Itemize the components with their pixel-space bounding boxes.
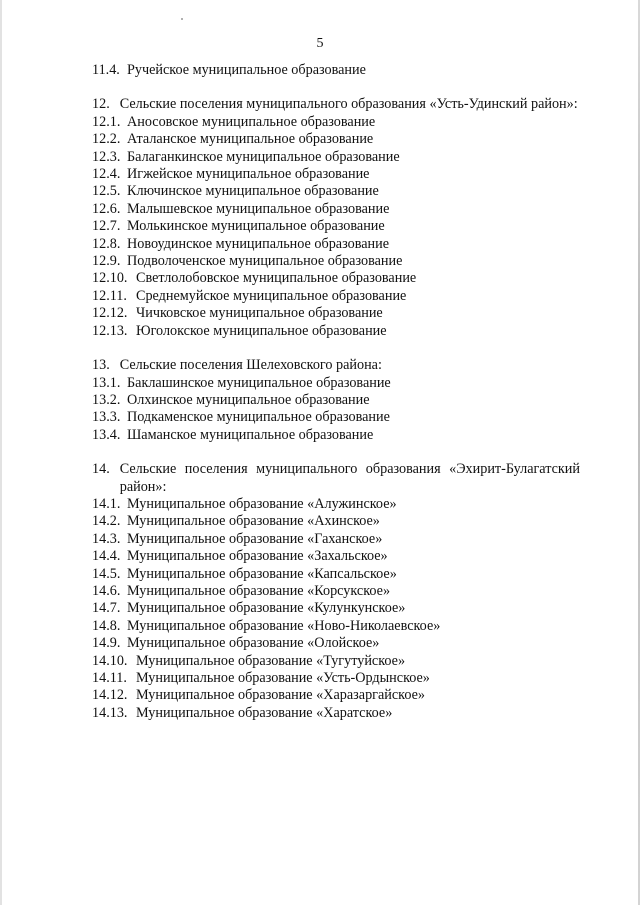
- list-item: [92, 270, 580, 287]
- section-heading: [92, 96, 580, 113]
- item-number: 12.11.: [92, 287, 127, 304]
- section-14: [92, 461, 580, 722]
- list-item: [92, 131, 580, 148]
- section-list: [92, 496, 580, 722]
- item-text: Муниципальное образование «Гаханское»: [127, 530, 383, 547]
- item-text: Муниципальное образование «Усть-Ордынское»: [136, 670, 430, 686]
- item-number: 14.10.: [92, 652, 128, 669]
- list-item: [92, 687, 580, 704]
- item-text: Баклашинское муниципальное образование: [127, 374, 391, 391]
- section-13: [92, 357, 580, 444]
- section-title: Сельские поселения муниципального образования «Эхирит-Булагатский район»:: [119, 461, 580, 495]
- item-text: Аталанское муниципальное образование: [127, 131, 374, 148]
- list-item: [92, 375, 580, 392]
- list-item: [92, 600, 580, 617]
- item-number: 14.8.: [92, 617, 121, 634]
- item-number: 12.5.: [92, 183, 121, 200]
- item-text: Светлолобовское муниципальное образование: [136, 270, 417, 287]
- list-item: [92, 253, 580, 270]
- item-number: 14.7.: [92, 600, 121, 617]
- section-list: [92, 375, 580, 445]
- item-number: 12.9.: [92, 253, 121, 270]
- list-item: [92, 566, 580, 583]
- list-item: [92, 635, 580, 652]
- item-number: 12.4.: [92, 166, 121, 183]
- item-number: 13.3.: [92, 409, 121, 426]
- list-item: [92, 583, 580, 600]
- section-number: 12.: [92, 96, 110, 113]
- item-text: Муниципальное образование «Харатское»: [136, 704, 393, 721]
- item-text: Муниципальное образование «Ахинское»: [127, 513, 380, 530]
- list-item: [92, 236, 580, 253]
- item-text: Муниципальное образование «Захальское»: [127, 548, 388, 565]
- item-text: Муниципальное образование «Капсальское»: [127, 565, 397, 582]
- list-item: [92, 114, 580, 131]
- document-body: [92, 62, 580, 722]
- list-item: [92, 653, 580, 670]
- item-text: Малышевское муниципальное образование: [127, 200, 390, 217]
- item-number: 14.6.: [92, 582, 121, 599]
- list-item: [92, 705, 580, 722]
- item-text: Чичковское муниципальное образование: [136, 305, 383, 322]
- item-text: Шаманское муниципальное образование: [127, 426, 374, 443]
- item-number: 11.4.: [92, 62, 120, 78]
- item-number: 14.2.: [92, 513, 121, 530]
- item-text: Олхинское муниципальное образование: [127, 391, 370, 408]
- item-text: Муниципальное образование «Тугутуйское»: [136, 652, 406, 669]
- section-number: 13.: [92, 357, 110, 374]
- list-item: [92, 323, 580, 340]
- page-number: 5: [316, 36, 324, 51]
- section-title: Сельские поселения Шелеховского района:: [119, 357, 382, 374]
- list-item: [92, 531, 580, 548]
- item-number: 14.5.: [92, 565, 121, 582]
- item-text: Муниципальное образование «Кулункунское»: [127, 600, 406, 617]
- list-item: [92, 149, 580, 166]
- section-heading: [92, 461, 580, 496]
- list-item: [92, 166, 580, 183]
- item-number: 12.2.: [92, 131, 121, 148]
- item-text: Ручейское муниципальное образование: [127, 62, 366, 78]
- list-item: [92, 618, 580, 635]
- item-text: Аносовское муниципальное образование: [127, 113, 376, 130]
- item-number: 12.12.: [92, 305, 128, 322]
- item-number: 14.9.: [92, 635, 121, 652]
- list-item: [92, 62, 580, 79]
- item-text: Среднемуйское муниципальное образование: [136, 287, 407, 304]
- item-text: Муниципальное образование «Харазаргайское»: [136, 687, 426, 704]
- list-item: [92, 305, 580, 322]
- item-number: 14.13.: [92, 704, 128, 721]
- item-number: 12.7.: [92, 218, 121, 235]
- item-text: Юголокское муниципальное образование: [136, 322, 387, 339]
- item-number: 14.1.: [92, 495, 121, 512]
- item-number: 12.8.: [92, 235, 121, 252]
- item-text: Молькинское муниципальное образование: [127, 218, 385, 235]
- item-text: Игжейское муниципальное образование: [127, 166, 370, 183]
- item-text: Муниципальное образование «Алужинское»: [127, 495, 397, 512]
- item-number: 14.4.: [92, 548, 121, 565]
- list-item: [92, 409, 580, 426]
- scan-speck: [181, 18, 183, 20]
- item-number: 12.3.: [92, 148, 121, 165]
- scan-edge-left: [0, 0, 2, 905]
- list-item: [92, 218, 580, 235]
- list-item: [92, 392, 580, 409]
- section-12: [92, 96, 580, 340]
- list-item: [92, 496, 580, 513]
- item-number: 14.3.: [92, 530, 121, 547]
- item-number: 12.1.: [92, 113, 121, 130]
- item-text: Новоудинское муниципальное образование: [127, 235, 389, 252]
- list-item: [92, 670, 580, 687]
- section-title: Сельские поселения муниципального образования «Усть-Удинский район»:: [119, 96, 578, 113]
- item-text: Муниципальное образование «Корсукское»: [127, 582, 391, 599]
- item-text: Муниципальное образование «Олойское»: [127, 635, 380, 652]
- section-heading: [92, 357, 580, 374]
- list-item: [92, 201, 580, 218]
- item-number: 12.13.: [92, 322, 128, 339]
- item-number: 13.2.: [92, 391, 121, 408]
- item-number: 13.1.: [92, 374, 121, 391]
- list-item: [92, 548, 580, 565]
- item-number: 14.11.: [92, 670, 127, 686]
- item-number: 12.6.: [92, 200, 121, 217]
- list-item: [92, 183, 580, 200]
- item-text: Ключинское муниципальное образование: [127, 183, 379, 200]
- item-number: 14.12.: [92, 687, 128, 704]
- list-item: [92, 427, 580, 444]
- list-item: [92, 513, 580, 530]
- item-text: Подволоченское муниципальное образование: [127, 253, 403, 270]
- item-text: Муниципальное образование «Ново-Николаевское»: [127, 617, 441, 634]
- item-number: 12.10.: [92, 270, 128, 287]
- section-list: [92, 114, 580, 340]
- item-text: Подкаменское муниципальное образование: [127, 409, 390, 426]
- item-number: 13.4.: [92, 426, 121, 443]
- item-text: Балаганкинское муниципальное образование: [127, 148, 400, 165]
- section-number: 14.: [92, 461, 110, 478]
- list-item: [92, 288, 580, 305]
